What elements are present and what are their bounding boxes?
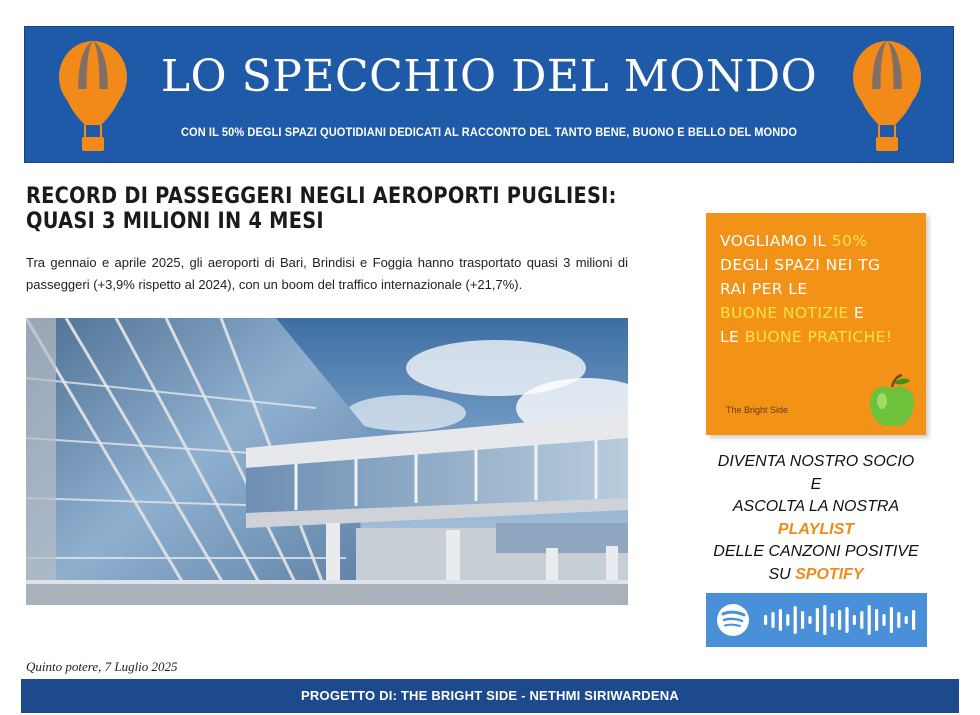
headline-line: QUASI 3 MILIONI IN 4 MESI — [26, 209, 324, 234]
waveform-bar — [875, 609, 878, 631]
waveform-bar — [882, 614, 885, 626]
waveform-bar — [890, 607, 893, 633]
waveform-bar — [905, 616, 908, 624]
waveform-bar — [912, 610, 915, 630]
waveform-bar — [845, 607, 848, 633]
cta-line — [700, 564, 932, 587]
waveform-bar — [897, 612, 900, 628]
footer-text: PROGETTO DI: THE BRIGHT SIDE - NETHMI SIRIWARDENA — [301, 688, 679, 703]
masthead-banner — [24, 26, 954, 163]
waveform-bar — [771, 612, 774, 628]
promo-line — [720, 325, 920, 349]
cta-line: E — [810, 475, 822, 493]
article-headline — [26, 184, 617, 234]
promo-highlight: BUONE NOTIZIE — [720, 304, 849, 322]
footer-bar — [21, 679, 959, 713]
promo-line-text: VOGLIAMO IL — [720, 232, 832, 250]
promo-text — [720, 229, 920, 349]
membership-cta — [700, 451, 932, 586]
waveform-bar — [868, 605, 871, 635]
spotify-code-button[interactable] — [706, 593, 927, 647]
promo-brand: The Bright Side — [726, 405, 789, 415]
green-apple-icon — [864, 373, 920, 429]
waveform-bar — [794, 606, 797, 634]
promo-highlight: 50% — [831, 232, 868, 250]
headline-line: RECORD DI PASSEGGERI NEGLI AEROPORTI PUGLIESI: — [26, 184, 617, 209]
waveform-bar — [779, 609, 782, 631]
playlist-link[interactable]: PLAYLIST — [777, 520, 855, 538]
hot-air-balloon-icon — [849, 39, 925, 157]
promo-line — [720, 229, 920, 253]
article-lede: Tra gennaio e aprile 2025, gli aeroporti di Bari, Brindisi e Foggia hanno trasportato quasi 3 milioni di passeggeri (+3,9% rispetto al 2024), con un boom del traffico internazionale (+21,7%). — [26, 255, 628, 292]
promo-line-text: RAI PER LE — [720, 280, 808, 298]
cta-line: ASCOLTA LA NOSTRA — [732, 498, 900, 515]
promo-line — [720, 277, 920, 301]
waveform-bar — [838, 610, 841, 630]
waveform-bar — [831, 613, 834, 627]
waveform-bar — [808, 616, 811, 624]
spotify-link[interactable]: SPOTIFY — [795, 565, 864, 583]
waveform-bar — [860, 611, 863, 629]
masthead-tagline: CON IL 50% DEGLI SPAZI QUOTIDIANI DEDICATI AL RACCONTO DEL TANTO BENE, BUONO E BELLO DEL MONDO — [180, 125, 798, 139]
promo-highlight: BUONE PRATICHE! — [744, 328, 893, 346]
waveform-bar — [823, 605, 826, 635]
waveform-bar — [764, 615, 767, 625]
masthead-title: LO SPECCHIO DEL MONDO — [160, 51, 818, 102]
promo-line — [720, 301, 920, 325]
airport-photo — [26, 318, 628, 605]
spotify-code-graphic — [706, 593, 927, 647]
airport-terminal-illustration — [26, 318, 628, 605]
promo-line-text: E — [848, 304, 865, 322]
cta-line: DIVENTA NOSTRO SOCIO — [717, 453, 915, 470]
spotify-icon — [717, 604, 749, 636]
promo-line-text: DEGLI SPAZI NEI TG — [720, 256, 881, 274]
promo-line-text: LE — [720, 328, 745, 346]
waveform-bar — [801, 611, 804, 629]
waveform-bar — [816, 608, 819, 632]
cta-line: DELLE CANZONI POSITIVE — [713, 543, 919, 560]
promo-line — [720, 253, 920, 277]
waveform-bar — [853, 615, 856, 625]
spotify-code-waveform — [764, 605, 915, 635]
waveform-bar — [786, 614, 789, 626]
article-credit: Quinto potere, 7 Luglio 2025 — [26, 659, 178, 674]
cta-line-text: SU — [768, 565, 796, 583]
